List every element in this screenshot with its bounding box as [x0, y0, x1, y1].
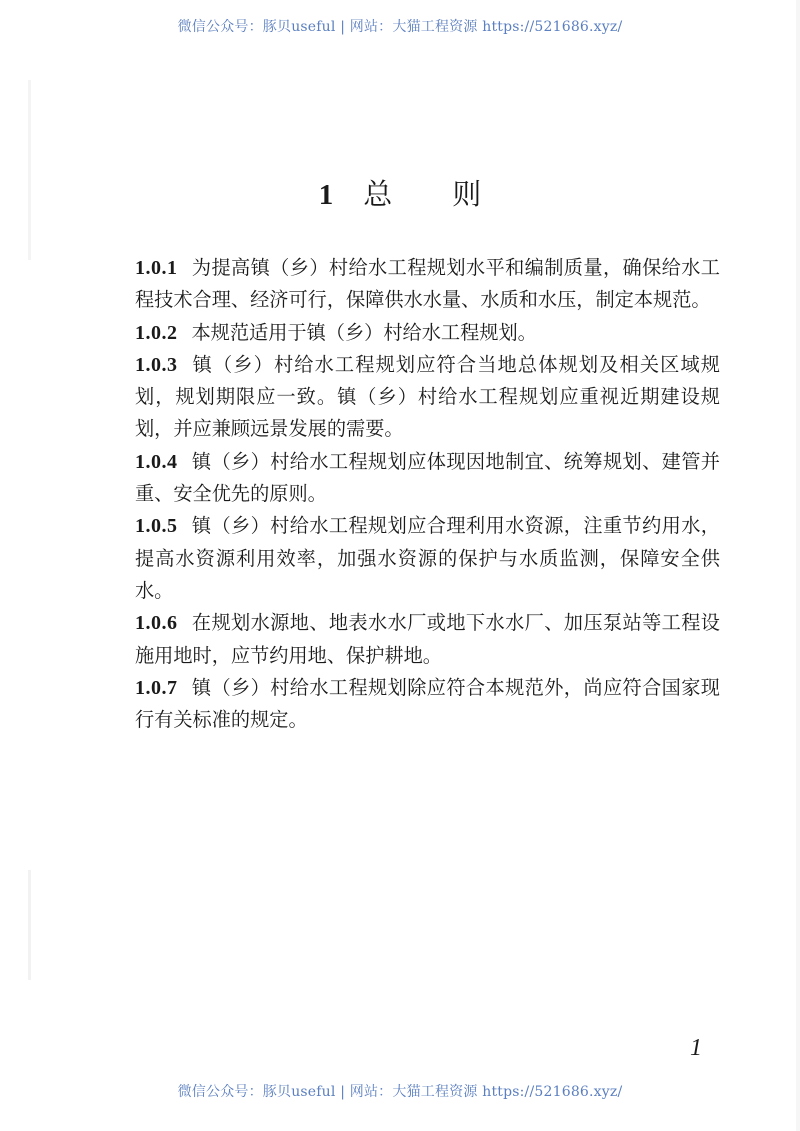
scan-artifact	[28, 870, 31, 980]
clause-list	[135, 252, 720, 736]
clause-text: 镇（乡）村给水工程规划应合理利用水资源，注重节约用水，提高水资源利用效率，加强水资源的保护与水质监测，保障安全供水。	[135, 514, 720, 602]
scan-artifact	[796, 0, 800, 1131]
chapter-title	[0, 172, 800, 213]
clause-text: 镇（乡）村给水工程规划应体现因地制宜、统筹规划、建管并重、安全优先的原则。	[135, 449, 720, 506]
chapter-title-char: 总	[363, 177, 393, 211]
chapter-number: 1	[318, 179, 334, 211]
clause	[135, 252, 720, 317]
scan-artifact	[28, 80, 31, 260]
clause-text: 本规范适用于镇（乡）村给水工程规划。	[191, 320, 537, 344]
clause-text: 镇（乡）村给水工程规划应符合当地总体规划及相关区域规划，规划期限应一致。镇（乡）村给水工程规划应重视近期建设规划，并应兼顾远景发展的需要。	[135, 352, 720, 441]
clause-number: 1.0.7	[135, 676, 178, 699]
clause	[135, 446, 720, 511]
clause-text: 镇（乡）村给水工程规划除应符合本规范外，尚应符合国家现行有关标准的规定。	[135, 675, 720, 732]
clause-text: 在规划水源地、地表水水厂或地下水水厂、加压泵站等工程设施用地时，应节约用地、保护耕地。	[135, 611, 720, 667]
clause-text: 为提高镇（乡）村给水工程规划水平和编制质量，确保给水工程技术合理、经济可行，保障供水水量、水质和水压，制定本规范。	[135, 256, 720, 312]
clause	[135, 510, 720, 607]
clause-number: 1.0.6	[135, 612, 178, 635]
clause-number: 1.0.2	[135, 321, 178, 344]
clause	[135, 317, 720, 349]
watermark-bottom: 微信公众号：豚贝useful | 网站：大猫工程资源 https://521686.xyz/	[177, 1084, 623, 1100]
clause-number: 1.0.1	[135, 257, 178, 279]
clause-number: 1.0.3	[135, 353, 178, 376]
clause-number: 1.0.4	[135, 450, 178, 473]
chapter-title-char: 则	[452, 177, 482, 211]
clause	[135, 672, 720, 737]
watermark-top: 微信公众号：豚贝useful | 网站：大猫工程资源 https://521686.xyz/	[177, 19, 623, 35]
clause-number: 1.0.5	[135, 515, 178, 538]
clause	[135, 349, 720, 446]
clause	[135, 607, 720, 672]
page-number: 1	[690, 1035, 702, 1061]
